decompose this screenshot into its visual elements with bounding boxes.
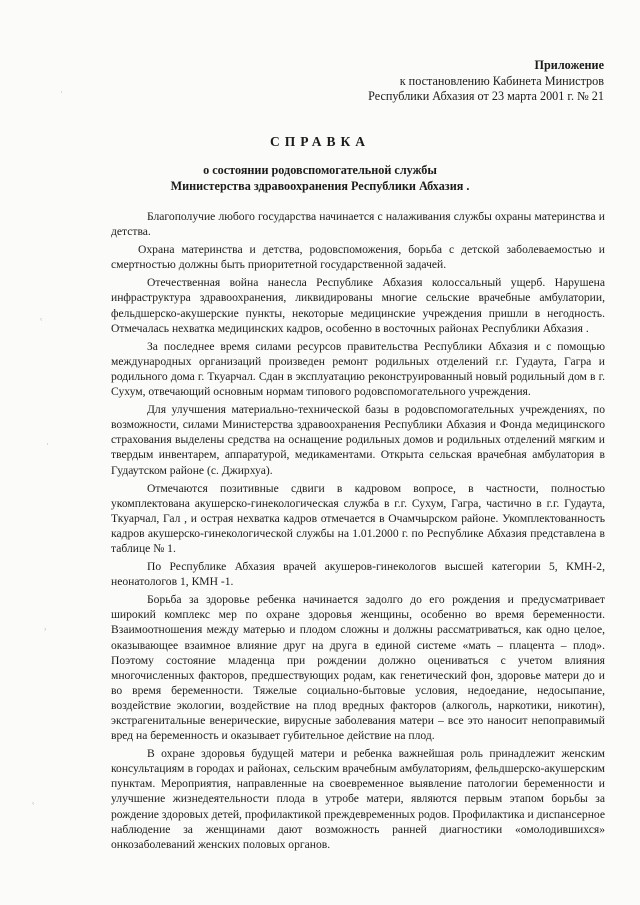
subtitle-line-2: Министерства здравоохранения Республики Абхазия . xyxy=(170,179,470,193)
scan-speck: · xyxy=(60,88,63,98)
subtitle-line-1: о состоянии родовспомогательной службы xyxy=(203,163,437,177)
scan-speck: · xyxy=(46,440,49,450)
appendix-reference: к постановлению Кабинета Министров xyxy=(399,73,604,88)
paragraph: Отмечаются позитивные сдвиги в кадровом вопросе, в частности, полностью укомплектована акушерско-гинекологическая служба в г.г. Сухум, Гагра, частично в г.г. Гудаута, Ткуарчал, Гал , и острая нехватка кадров отмечается в Очамчырском районе. Укомплектованность кадров акушерско-гинекологической службы на 1.01.2000 г. по Республике Абхазия представлена в таблице № 1. xyxy=(111,481,605,555)
paragraph: В охране здоровья будущей матери и ребенка важнейшая роль принадлежит женским консультациям в городах и районах, сельским врачебным амбулаториям, фельдшерско-акушерским пунктам. Мероприятия, направленные на своевременное выявление патологии беременности и улучшение жизнедеятельности плода в утробе матери, являются первым этапом борьбы за рождение здоровых детей, профилактикой преждевременных родов. Профилактика и диспансерное наблюдение за женщинами дают возможность ранней диагностики «омолодившихся» онкозаболеваний женских половых органов. xyxy=(111,747,605,851)
document-title: СПРАВКА xyxy=(269,134,371,149)
paragraph: По Республике Абхазия врачей акушеров-гинекологов высшей категории 5, КМН-2, неонатологов 1, КМН -1. xyxy=(111,560,605,589)
scan-speck: ʿ xyxy=(40,318,43,328)
scan-speck: ʿ xyxy=(32,802,35,812)
paragraph: Благополучие любого государства начинается с налаживания службы охраны материнства и детства. xyxy=(111,210,605,239)
paragraph: Охрана материнства и детства, родовспоможения, борьба с детской заболеваемостью и смертностью должны быть приоритетной государственной задачей. xyxy=(111,243,605,272)
appendix-label: Приложение xyxy=(534,58,604,72)
paragraph: Отечественная война нанесла Республике Абхазия колоссальный ущерб. Нарушена инфраструктура здравоохранения, ликвидированы многие сельские врачебные амбулатории, фельдшерско-акушерские пункты, некоторые медицинские учреждения пришли в негодность. Отмечалась нехватка медицинских кадров, особенно в восточных районах Республики Абхазия . xyxy=(111,276,605,335)
document-body xyxy=(111,209,605,855)
appendix-header xyxy=(368,58,604,105)
paragraph: За последнее время силами ресурсов правительства Республики Абхазия и с помощью международных организаций произведен ремонт родильных отделений г.г. Гудаута, Гагра и родильного дома г. Ткуарчал. Сдан в эксплуатацию реконструированный новый родильный дом в г. Сухум, отвечающий основным нормам типового родовспомогательного учреждения. xyxy=(111,339,605,399)
paragraph: Борьба за здоровье ребенка начинается задолго до его рождения и предусматривает широкий комплекс мер по охране здоровья женщины, особенно во время беременности. Взаимоотношения между матерью и плодом сложны и должны рассматриваться, как одно целое, оказывающее взаимное влияние друг на друга в единой системе «мать – плацента – плод». Поэтому состояние младенца при рождении должно оцениваться с учетом влияния многочисленных факторов, предшествующих родам, как генетический фон, здоровье матери до и во время беременности. Тяжелые социально-бытовые условия, недоедание, недосыпание, воздействие экологии, воздействие на плод вредных факторов (алкоголь, наркотики, никотин), экстрагенитальные венерические, вирусные заболевания матери – все это наносит непоправимый вред на беременность и оказывает губительное действие на плод. xyxy=(111,593,605,743)
document-subtitle xyxy=(0,162,640,194)
paragraph: Для улучшения материально-технической базы в родовспомогательных учреждениях, по возможности, силами Министерства здравоохранения Республики Абхазия и Фонда медицинского страхования выделены средства на оснащение родильных домов и родильных отделений мягким и твердым инвентарем, аппаратурой, медикаментами. Открыта сельская врачебная амбулатория в Гудаутском районе (с. Джирхуа). xyxy=(111,403,605,477)
appendix-date: Республики Абхазия от 23 марта 2001 г. № 21 xyxy=(368,89,604,103)
scan-speck: ʾ xyxy=(44,628,47,638)
